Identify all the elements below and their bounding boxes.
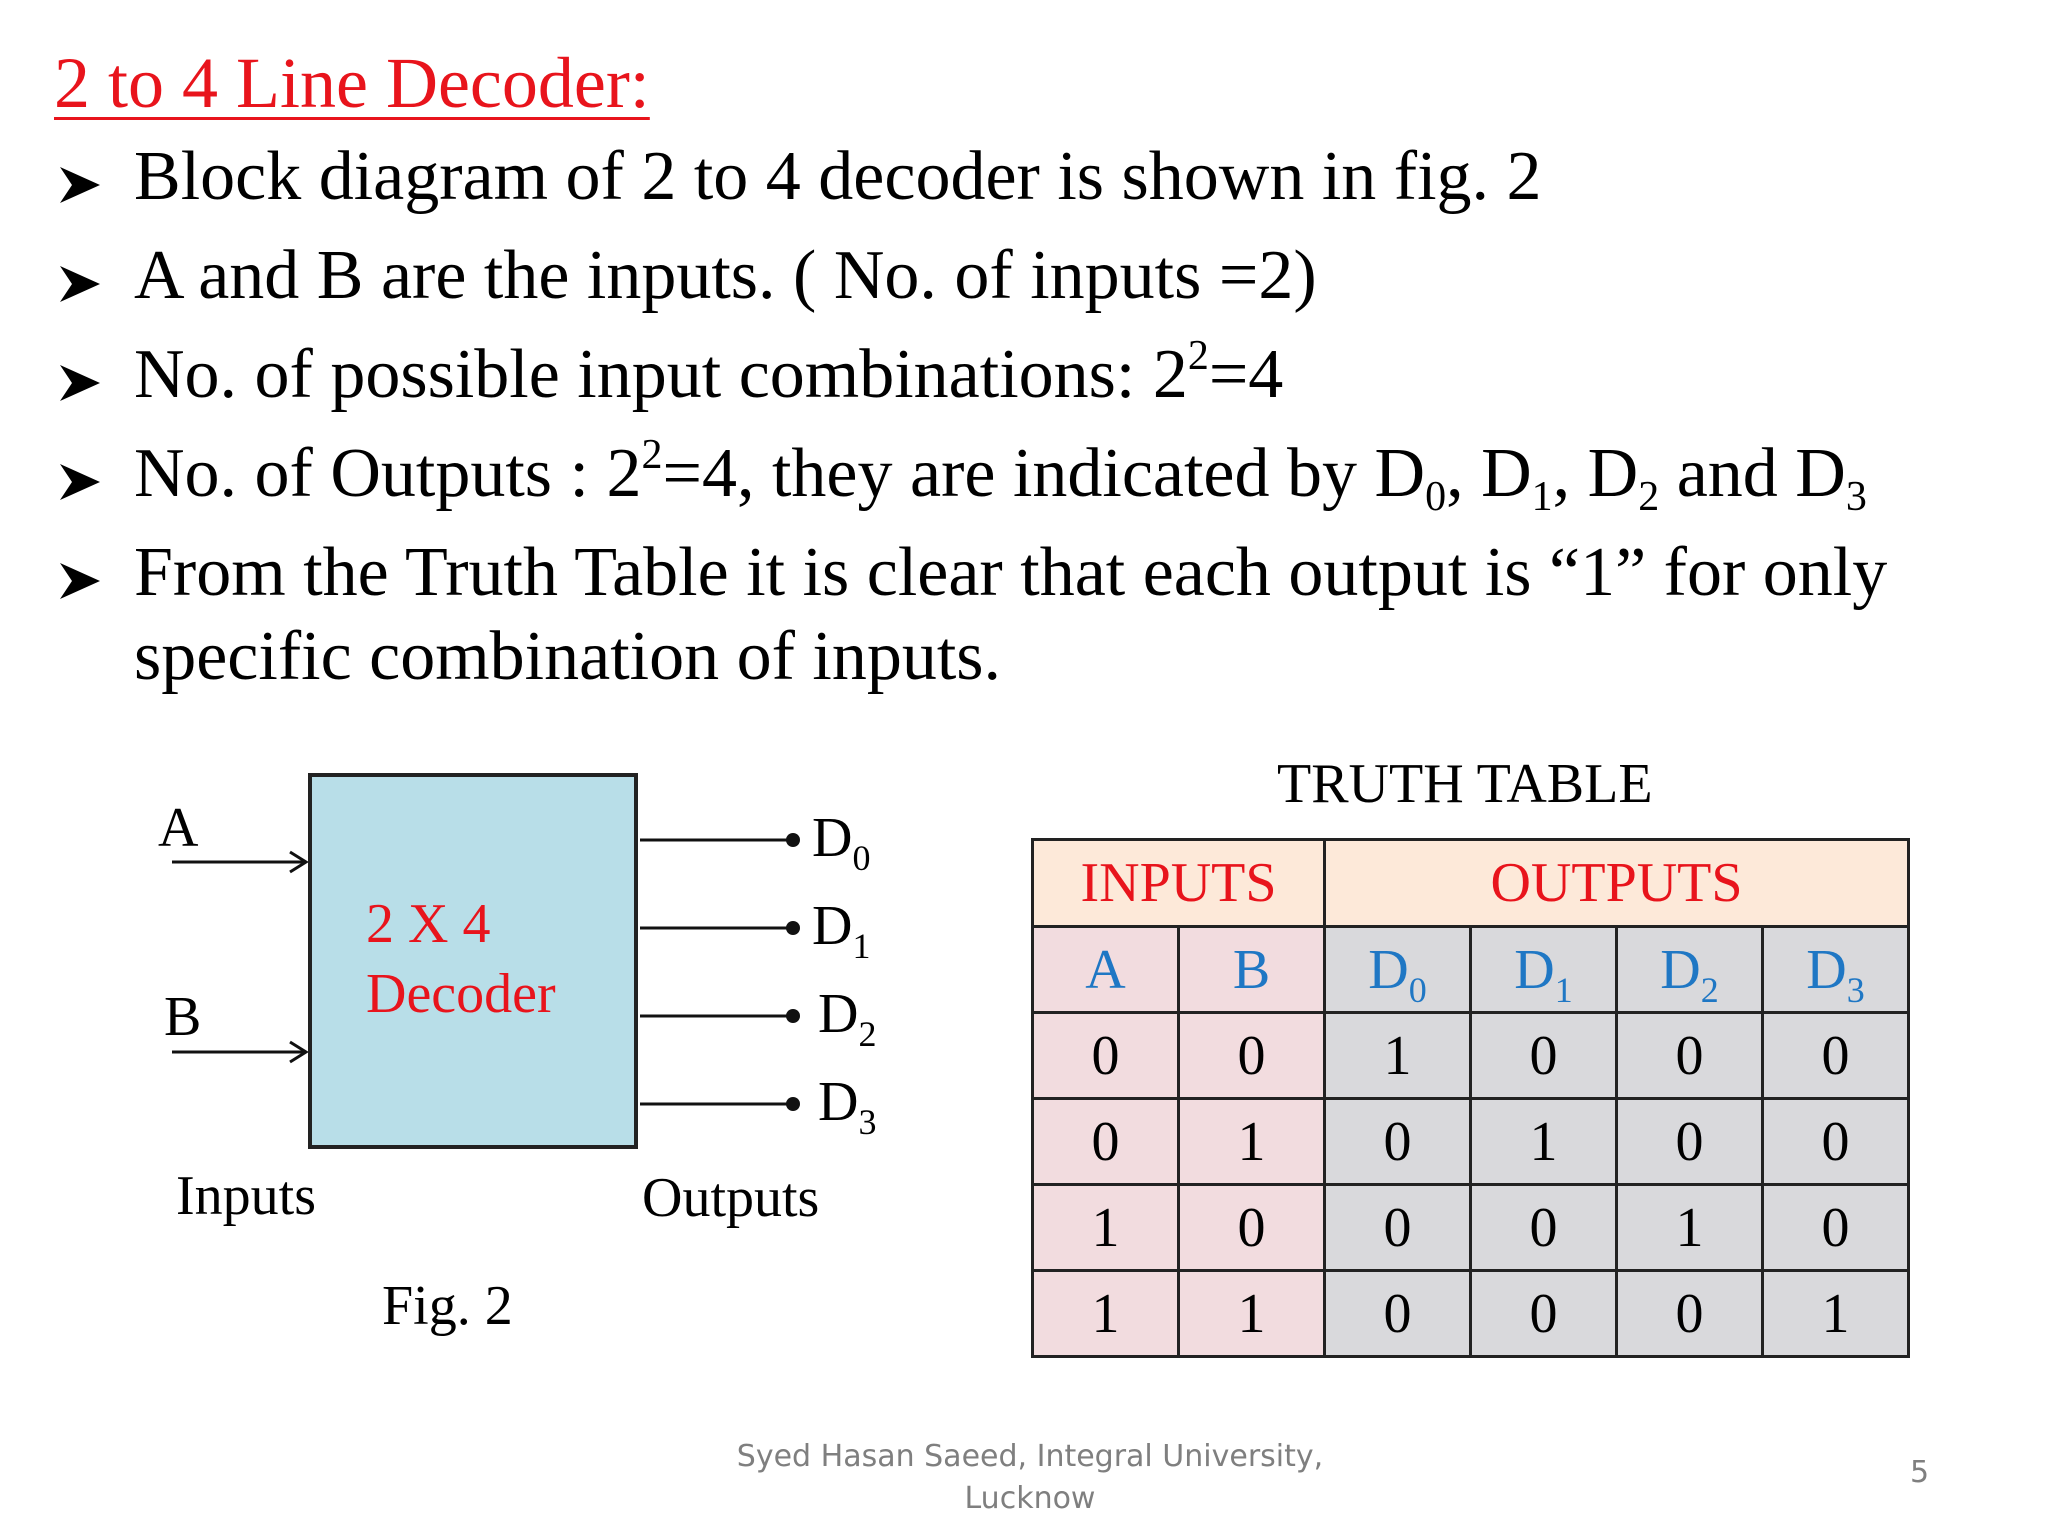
figure-caption: Fig. 2 — [382, 1275, 513, 1337]
table-cell: 0 — [1617, 1271, 1763, 1357]
outputs-caption: Outputs — [642, 1167, 820, 1229]
table-cell: 0 — [1179, 1013, 1325, 1099]
table-cell: 1 — [1617, 1185, 1763, 1271]
column-header-d2: $D_2$ — [1617, 927, 1763, 1013]
output-d0-terminal-icon — [786, 833, 800, 847]
table-cell: 0 — [1471, 1185, 1617, 1271]
table-cell: 1 — [1325, 1013, 1471, 1099]
table-cell: 0 — [1763, 1099, 1909, 1185]
column-header-d0: $D_0$ — [1325, 927, 1471, 1013]
table-cell: 0 — [1325, 1185, 1471, 1271]
table-cell: 1 — [1033, 1271, 1179, 1357]
table-row — [1033, 1013, 1909, 1099]
input-b-label: B — [164, 986, 202, 1048]
output-d2-terminal-icon — [786, 1009, 800, 1023]
page-number: 5 — [1910, 1455, 1930, 1490]
bullet-text: Block diagram of 2 to 4 decoder is shown in fig. 2 — [134, 138, 1542, 215]
truth-table-header-row — [1033, 927, 1909, 1013]
truth-table-group-row — [1033, 840, 1909, 927]
slide-footer — [700, 1436, 1360, 1520]
table-cell: 1 — [1763, 1271, 1909, 1357]
output-d2-label: $D_2$ — [818, 983, 877, 1054]
column-header-a: A — [1033, 927, 1179, 1013]
table-cell: 0 — [1325, 1099, 1471, 1185]
bullet-text: No. of Outputs : $2^2=4$, they are indicated by $D_0$, $D_1$, $D_2$ and $D_3$ — [134, 432, 1867, 520]
table-cell: 0 — [1617, 1099, 1763, 1185]
slide-title: 2 to 4 Line Decoder: — [54, 43, 650, 123]
bullet-text-line-2: specific combination of inputs. — [134, 618, 1002, 695]
column-header-d3: $D_3$ — [1763, 927, 1909, 1013]
output-d1-terminal-icon — [786, 921, 800, 935]
table-cell: 1 — [1179, 1099, 1325, 1185]
table-cell: 0 — [1179, 1185, 1325, 1271]
outputs-group-header: OUTPUTS — [1325, 840, 1909, 927]
footer-line-2: Lucknow — [964, 1481, 1096, 1516]
table-cell: 1 — [1471, 1099, 1617, 1185]
table-cell: 0 — [1471, 1271, 1617, 1357]
table-cell: 1 — [1179, 1271, 1325, 1357]
decoder-label: 2 X 4 Decoder — [366, 893, 556, 1025]
table-cell: 0 — [1763, 1013, 1909, 1099]
bullet-text-line-1: From the Truth Table it is clear that each output is “1” for only — [134, 534, 1888, 611]
output-d3-terminal-icon — [786, 1097, 800, 1111]
table-row — [1033, 1185, 1909, 1271]
truth-table-title: TRUTH TABLE — [1277, 753, 1653, 815]
table-cell: 0 — [1763, 1185, 1909, 1271]
bullet-text: A and B are the inputs. ( No. of inputs =2) — [134, 237, 1317, 314]
input-a-label: A — [158, 797, 199, 859]
output-d1-label: $D_1$ — [812, 895, 871, 966]
column-header-d1: $D_1$ — [1471, 927, 1617, 1013]
table-cell: 0 — [1325, 1271, 1471, 1357]
bullet-text: No. of possible input combinations: $2^2=4$ — [134, 333, 1284, 413]
table-row — [1033, 1271, 1909, 1357]
inputs-group-header: INPUTS — [1033, 840, 1325, 927]
table-cell: 0 — [1471, 1013, 1617, 1099]
table-cell: 1 — [1033, 1185, 1179, 1271]
table-row — [1033, 1099, 1909, 1185]
footer-line-1: Syed Hasan Saeed, Integral University, — [736, 1439, 1324, 1474]
table-cell: 0 — [1617, 1013, 1763, 1099]
inputs-caption: Inputs — [176, 1165, 316, 1227]
output-d0-label: $D_0$ — [812, 807, 871, 878]
table-cell: 0 — [1033, 1013, 1179, 1099]
decoder-box — [308, 773, 638, 1149]
output-d3-label: $D_3$ — [818, 1071, 877, 1142]
column-header-b: B — [1179, 927, 1325, 1013]
table-cell: 0 — [1033, 1099, 1179, 1185]
truth-table — [1031, 838, 1910, 1358]
